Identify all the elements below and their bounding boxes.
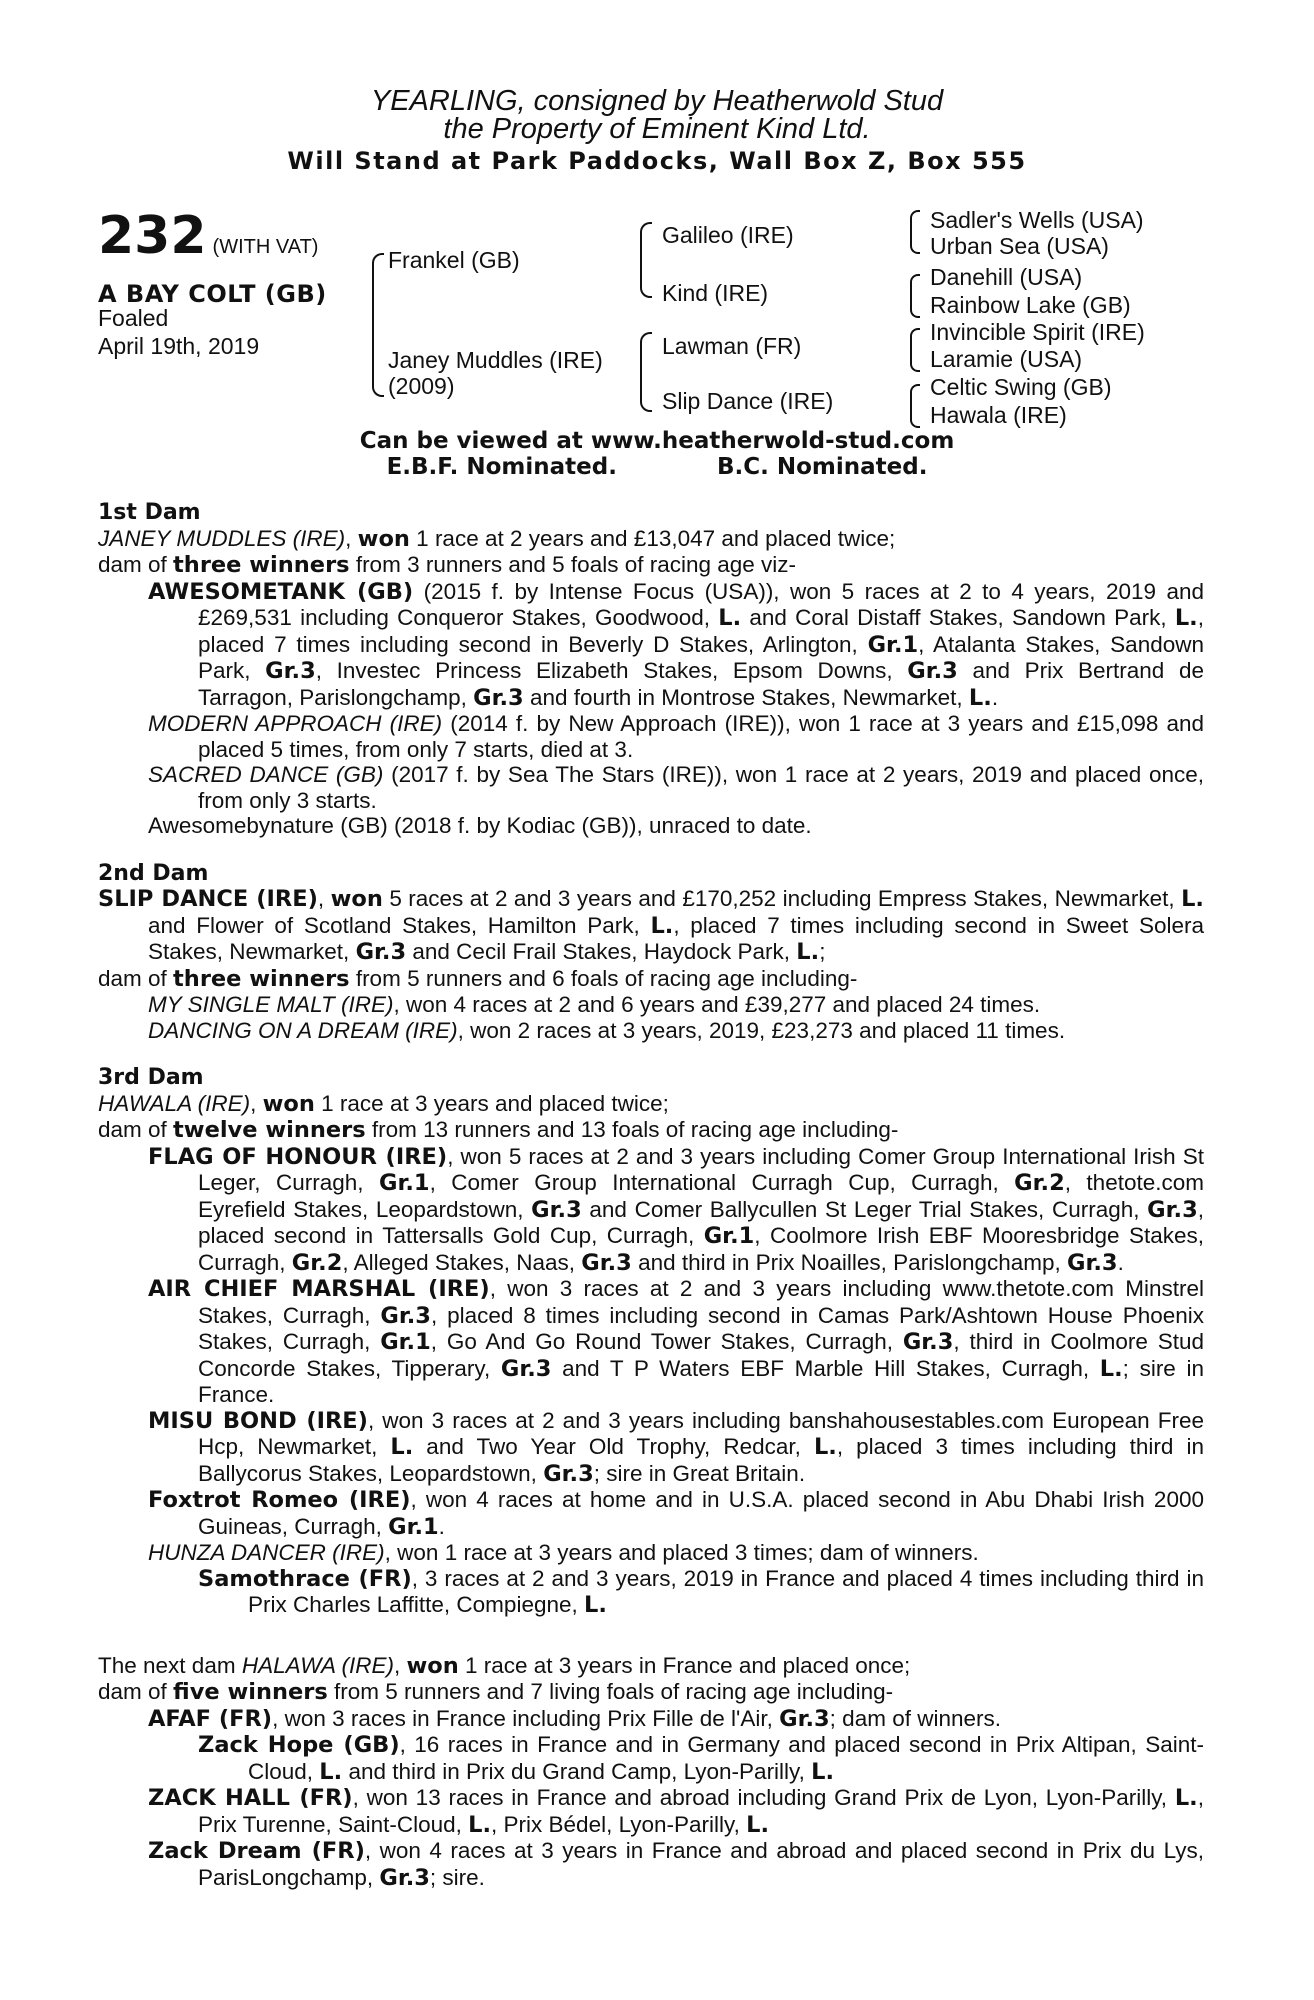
entry-text: , won 1 race at 3 years and placed 3 times; dam of winners. — [384, 1540, 979, 1565]
dam1-entry-3 — [98, 762, 1204, 813]
next-dam-label: The next dam — [98, 1652, 242, 1678]
grade-3: Gr.3 — [902, 1329, 954, 1355]
entry-text: , won 3 races in France including Prix Fille de l'Air, — [272, 1705, 780, 1731]
header-line-2: the Property of Eminent Kind Ltd. — [443, 113, 871, 145]
grade-listed: L. — [968, 684, 992, 711]
entry-text: and Comer Ballycullen St Leger Trial Stakes, Curragh, — [581, 1196, 1148, 1222]
entry-text: , won 2 races at 3 years, 2019, £23,273 and placed 11 times. — [457, 1017, 1066, 1043]
dam1-entry-4: Awesomebynature (GB) (2018 f. by Kodiac (GB)), unraced to date. — [148, 813, 812, 838]
next-dam-record: 1 race at 3 years in France and placed once; — [458, 1652, 911, 1678]
dam2-entry-1 — [98, 992, 1204, 1018]
grade-listed: L. — [746, 1811, 770, 1838]
won-label: won — [262, 1090, 315, 1117]
grade-listed: L. — [390, 1434, 414, 1460]
pedigree-g1: Sadler's Wells (USA) — [930, 207, 1144, 233]
dam1-record: 1 race at 2 years and £13,047 and placed twice; — [409, 525, 896, 551]
entry-text: ; sire in Great Britain. — [593, 1460, 806, 1486]
lot-number: 232 — [98, 206, 207, 266]
entry-text: , placed 7 times including second in Beverly D Stakes, Arlington, — [198, 605, 1204, 657]
entry-name: Samothrace (FR) — [198, 1565, 412, 1592]
pedigree-sire-dam: Kind (IRE) — [662, 280, 769, 306]
dam3-record: 1 race at 3 years and placed twice; — [314, 1090, 669, 1116]
entry-name: DANCING ON A DREAM (IRE) — [148, 1017, 458, 1043]
grade-listed: L. — [319, 1758, 343, 1785]
entry-text: , thetote.com Eyrefield Stakes, Leopardstown, — [198, 1170, 1204, 1222]
entry-name: MISU BOND (IRE) — [148, 1407, 368, 1434]
next-dam-produce — [98, 1679, 1204, 1706]
pedigree-brace-g78 — [910, 384, 920, 428]
entry-text: . — [1117, 1249, 1124, 1275]
dam3-summary: HAWALA (IRE), won 1 race at 3 years and placed twice; — [98, 1090, 669, 1117]
entry-text: , placed second in Tattersalls Gold Cup, Curragh, — [198, 1196, 1204, 1248]
grade-3: Gr.3 — [355, 939, 407, 965]
dam2-record: and Flower of Scotland Stakes, Hamilton Park, — [148, 912, 651, 938]
entry-name: AWESOMETANK (GB) — [148, 578, 414, 605]
entry-name: ZACK HALL (FR) — [148, 1785, 353, 1811]
dam2-name: SLIP DANCE (IRE) — [98, 886, 318, 912]
entry-name: MODERN APPROACH (IRE) — [148, 711, 443, 736]
runners-text: from 3 runners and 5 foals of racing age viz- — [349, 552, 797, 577]
entry-text: ; dam of winners. — [829, 1705, 1001, 1731]
grade-3: Gr.3 — [473, 684, 524, 711]
dam-of-label: dam of — [98, 965, 174, 991]
dam2-record: and Cecil Frail Stakes, Haydock Park, — [406, 939, 797, 964]
grade-3: Gr.3 — [380, 1302, 431, 1329]
section-heading-1st-dam: 1st Dam — [98, 500, 201, 525]
foaled-date: April 19th, 2019 — [98, 333, 260, 359]
entry-text: , third in Coolmore Stud Concorde Stakes, Tipperary, — [198, 1329, 1204, 1381]
grade-3: Gr.3 — [531, 1196, 582, 1223]
pedigree-brace-main — [372, 253, 384, 397]
entry-text: , Comer Group International Curragh Cup, Curragh, — [429, 1170, 1015, 1195]
dam3-entry-3 — [98, 1408, 1204, 1488]
horse-name: A BAY COLT (GB) — [98, 280, 327, 308]
grade-listed: L. — [468, 1811, 492, 1838]
entry-name: MY SINGLE MALT (IRE) — [148, 992, 394, 1017]
grade-listed: L. — [813, 1434, 837, 1460]
entry-text: ; sire. — [429, 1864, 485, 1890]
dam3-entry-6 — [98, 1566, 1204, 1619]
grade-listed: L. — [1174, 605, 1198, 631]
entry-text: , Investec Princess Elizabeth Stakes, Epsom Downs, — [315, 658, 908, 683]
entry-name: Zack Dream (FR) — [148, 1838, 365, 1864]
dam3-produce — [98, 1117, 1204, 1144]
grade-listed: L. — [584, 1592, 607, 1618]
nominations — [0, 454, 1314, 480]
entry-text: , placed 8 times including second in Camas Park/Ashtown House Phoenix Stakes, Curragh, — [198, 1302, 1205, 1354]
entry-text: ; sire in France. — [198, 1355, 1204, 1407]
entry-text: , Prix Bédel, Lyon-Parilly, — [491, 1811, 747, 1837]
entry-name: SACRED DANCE (GB) — [148, 762, 384, 787]
pedigree-g5: Invincible Spirit (IRE) — [930, 319, 1145, 345]
dam2-summary: SLIP DANCE (IRE), won 5 races at 2 and 3 years and £170,252 including Empress Stakes, Newmarket, L. and Flower of Scotland Stakes, Hamilton Park, L., placed 7 times including second in Sweet Solera Stakes, Newmarket, Gr.3 and Cecil Frail Stakes, Haydock Park, L.; — [98, 886, 1204, 965]
dam3-entry-4 — [98, 1487, 1204, 1540]
pedigree-g3: Danehill (USA) — [930, 264, 1083, 290]
grade-listed: L. — [650, 912, 674, 939]
won-label: won — [357, 525, 410, 552]
entry-text: , won 3 races at 2 and 3 years including banshahousestables.com European Free Hcp, Newmarket, — [198, 1407, 1204, 1459]
pedigree-brace-g34 — [910, 274, 920, 318]
grade-listed: L. — [1099, 1355, 1123, 1382]
grade-listed: L. — [718, 605, 742, 631]
grade-3: Gr.3 — [1147, 1196, 1198, 1223]
won-label: won — [406, 1652, 459, 1679]
dam1-name: JANEY MUDDLES (IRE) — [98, 525, 346, 551]
grade-3: Gr.3 — [1067, 1249, 1118, 1276]
entry-text: , won 4 races at home and in U.S.A. placed second in Abu Dhabi Irish 2000 Guineas, Curragh, — [198, 1487, 1204, 1539]
next-entry-1 — [98, 1706, 1204, 1733]
dam3-entry-5 — [98, 1540, 1204, 1566]
entry-name: AFAF (FR) — [148, 1705, 273, 1732]
dam-of-label: dam of — [98, 1117, 174, 1142]
entry-text: and Prix Bertrand de Tarragon, Parislongchamp, — [198, 658, 1204, 710]
entry-text: , Alleged Stakes, Naas, — [342, 1249, 582, 1275]
runners-text: from 5 runners and 7 living foals of racing age including- — [327, 1679, 894, 1704]
runners-text: from 5 runners and 6 foals of racing age including- — [349, 965, 858, 991]
dam-of-label: dam of — [98, 552, 174, 577]
lot-number-block — [98, 206, 318, 266]
entry-text: and fourth in Montrose Stakes, Newmarket, — [523, 684, 969, 710]
winners-count: three winners — [173, 552, 350, 578]
entry-text: , won 5 races at 2 and 3 years including Comer Group International Irish St Leger, Curragh, — [198, 1143, 1205, 1195]
entry-text: (2017 f. by Sea The Stars (IRE)), won 1 race at 2 years, 2019 and placed once, from only 3 starts. — [198, 762, 1204, 813]
grade-1: Gr.1 — [388, 1513, 439, 1540]
vat-label: (WITH VAT) — [212, 236, 319, 258]
pedigree-dam: Janey Muddles (IRE) — [388, 347, 603, 373]
dam3-entry-1 — [98, 1144, 1204, 1277]
entry-text: , placed 3 times including third in Ballycorus Stakes, Leopardstown, — [198, 1434, 1204, 1486]
grade-1: Gr.1 — [703, 1223, 755, 1249]
next-entry-2 — [98, 1732, 1204, 1785]
entry-text: and T P Waters EBF Marble Hill Stakes, Curragh, — [551, 1355, 1100, 1381]
grade-1: Gr.1 — [380, 1329, 431, 1355]
dam3-entry-2 — [98, 1276, 1204, 1408]
runners-text: from 13 runners and 13 foals of racing age including- — [365, 1117, 899, 1142]
grade-3: Gr.3 — [779, 1705, 830, 1732]
ebf-nominated: E.B.F. Nominated. — [386, 454, 617, 480]
pedigree-dam-sire: Lawman (FR) — [662, 333, 802, 359]
header-line-3: Will Stand at Park Paddocks, Wall Box Z, Box 555 — [287, 147, 1027, 175]
entry-text: . — [991, 684, 999, 710]
entry-text: , Prix Turenne, Saint-Cloud, — [198, 1785, 1204, 1837]
grade-listed: L. — [1174, 1785, 1198, 1811]
bc-nominated: B.C. Nominated. — [716, 454, 928, 480]
grade-1: Gr.1 — [379, 1170, 430, 1196]
entry-text: and third in Prix Noailles, Parislongchamp, — [631, 1249, 1068, 1275]
next-dam-name: HALAWA (IRE) — [241, 1652, 394, 1678]
pedigree-dam-dam: Slip Dance (IRE) — [662, 388, 834, 414]
entry-text: (2015 f. by Intense Focus (USA)), won 5 races at 2 to 4 years, 2019 and £269,531 including Conqueror Stakes, Goodwood, — [198, 578, 1204, 630]
dam2-record: ; — [819, 939, 826, 964]
grade-3: Gr.3 — [907, 658, 958, 684]
grade-3: Gr.3 — [543, 1460, 594, 1487]
grade-1: Gr.1 — [867, 631, 919, 658]
pedigree-g2: Urban Sea (USA) — [930, 233, 1109, 259]
pedigree-dam-year: (2009) — [388, 373, 455, 399]
won-label: won — [330, 886, 383, 912]
entry-text: , Go And Go Round Tower Stakes, Curragh, — [430, 1329, 903, 1354]
section-heading-2nd-dam: 2nd Dam — [98, 860, 209, 886]
grade-3: Gr.3 — [379, 1864, 430, 1891]
entry-text: , Atalanta Stakes, Sandown Park, — [198, 631, 1204, 683]
entry-text: , Coolmore Irish EBF Mooresbridge Stakes, Curragh, — [198, 1223, 1204, 1275]
entry-name: AIR CHIEF MARSHAL (IRE) — [148, 1276, 490, 1302]
pedigree-brace-g12 — [910, 210, 920, 254]
pedigree-g4: Rainbow Lake (GB) — [930, 292, 1131, 318]
entry-name: HUNZA DANCER (IRE) — [148, 1540, 385, 1565]
dam3-name: HAWALA (IRE) — [98, 1090, 251, 1116]
grade-listed: L. — [796, 939, 820, 965]
entry-text: and Two Year Old Trophy, Redcar, — [413, 1434, 814, 1459]
dam-of-label: dam of — [98, 1679, 174, 1704]
viewed-note: Can be viewed at www.heatherwold-stud.com — [359, 428, 955, 454]
dam1-entry-1 — [98, 579, 1204, 712]
header-line-1: YEARLING, consigned by Heatherwold Stud — [370, 85, 944, 117]
pedigree-brace-dam — [640, 332, 652, 412]
dam1-produce — [98, 552, 1204, 579]
pedigree-sire-sire: Galileo (IRE) — [662, 222, 794, 248]
pedigree-g8: Hawala (IRE) — [930, 402, 1067, 428]
entry-text: , won 4 races at 3 years in France and abroad and placed second in Prix du Lys, ParisLongchamp, — [198, 1838, 1204, 1890]
winners-count: twelve winners — [173, 1117, 366, 1143]
next-dam-summary: The next dam HALAWA (IRE), won 1 race at 3 years in France and placed once; — [98, 1652, 911, 1679]
entry-text: , won 3 races at 2 and 3 years including www.thetote.com Minstrel Stakes, Curragh, — [198, 1276, 1204, 1328]
pedigree-sire: Frankel (GB) — [388, 247, 520, 273]
foaled-label: Foaled — [98, 305, 169, 331]
grade-2: Gr.2 — [1014, 1170, 1065, 1196]
entry-text: and Coral Distaff Stakes, Sandown Park, — [741, 605, 1175, 630]
entry-text: , 16 races in France and in Germany and placed second in Prix Altipan, Saint-Cloud, — [248, 1732, 1204, 1784]
grade-listed: L. — [811, 1758, 835, 1785]
grade-3: Gr.3 — [265, 658, 316, 684]
dam1-summary: JANEY MUDDLES (IRE), won 1 race at 2 years and £13,047 and placed twice; — [98, 525, 896, 552]
dam2-entry-2 — [98, 1018, 1204, 1044]
pedigree-brace-sire — [640, 222, 652, 298]
pedigree-brace-g56 — [910, 328, 920, 372]
grade-3: Gr.3 — [581, 1249, 632, 1276]
winners-count: five winners — [173, 1679, 328, 1705]
dam2-produce — [98, 966, 1204, 993]
entry-text: . — [438, 1513, 445, 1539]
entry-text: and third in Prix du Grand Camp, Lyon-Parilly, — [342, 1758, 812, 1784]
winners-count: three winners — [173, 965, 350, 992]
section-heading-3rd-dam: 3rd Dam — [98, 1065, 204, 1090]
dam2-record: 5 races at 2 and 3 years and £170,252 including Empress Stakes, Newmarket, — [382, 886, 1182, 911]
pedigree-g7: Celtic Swing (GB) — [930, 374, 1112, 400]
entry-text: , won 4 races at 2 and 6 years and £39,277 and placed 24 times. — [393, 992, 1041, 1017]
next-entry-3 — [98, 1785, 1204, 1838]
grade-listed: L. — [1181, 886, 1204, 912]
entry-name: FLAG OF HONOUR (IRE) — [148, 1143, 448, 1170]
grade-3: Gr.3 — [500, 1355, 552, 1382]
entry-text: , 3 races at 2 and 3 years, 2019 in France and placed 4 times including third in Prix Charles Laffitte, Compiegne, — [248, 1565, 1204, 1617]
dam1-entry-2 — [98, 711, 1204, 762]
entry-text: (2014 f. by New Approach (IRE)), won 1 race at 3 years and £15,098 and placed 5 times, from only 7 starts, died at 3. — [198, 711, 1204, 762]
catalogue-body — [98, 500, 1204, 1891]
pedigree-g6: Laramie (USA) — [930, 346, 1083, 372]
entry-text: , won 13 races in France and abroad including Grand Prix de Lyon, Lyon-Parilly, — [352, 1785, 1175, 1810]
entry-name: Foxtrot Romeo (IRE) — [148, 1487, 411, 1513]
entry-name: Zack Hope (GB) — [198, 1732, 400, 1758]
next-entry-4 — [98, 1838, 1204, 1891]
grade-2: Gr.2 — [291, 1249, 343, 1276]
dam2-record: , placed 7 times including second in Sweet Solera Stakes, Newmarket, — [148, 912, 1204, 964]
